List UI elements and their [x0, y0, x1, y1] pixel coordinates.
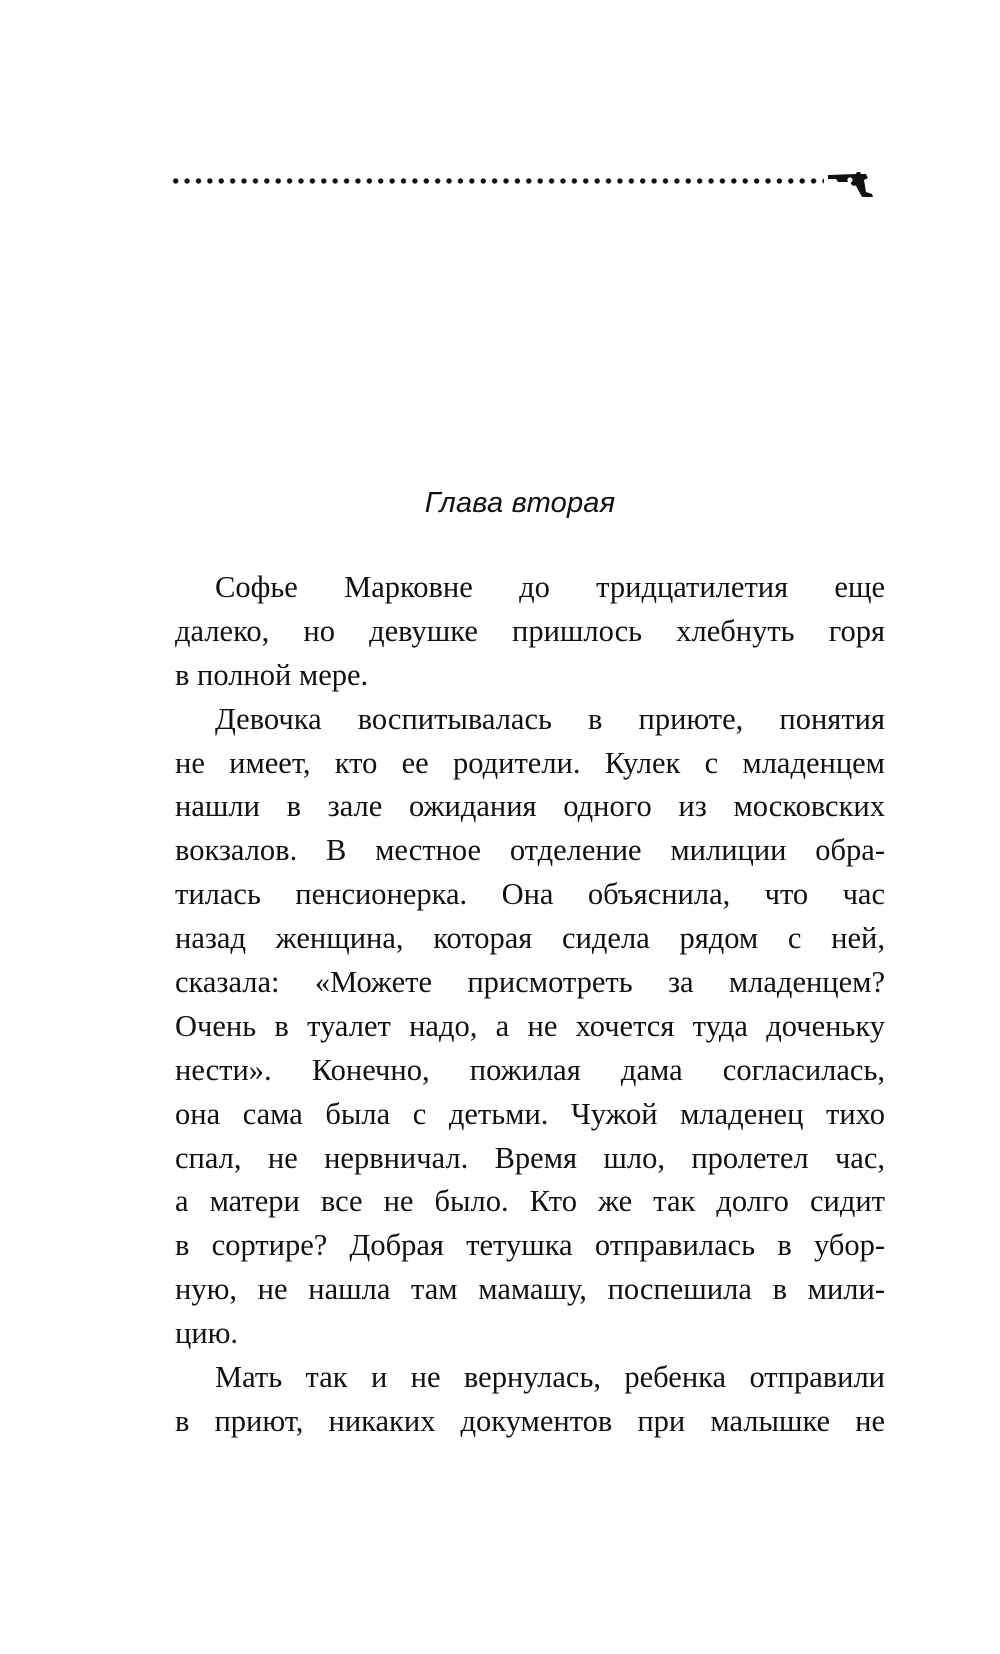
text-line: нашли в зале ожидания одного из московских — [175, 789, 885, 824]
text-line: вокзалов. В местное отделение милиции обра- — [175, 833, 885, 868]
text-line: в полной мере. — [175, 657, 369, 692]
text-line: в приют, никаких документов при малышке не — [175, 1403, 885, 1438]
text-line: нести». Конечно, пожилая дама согласилась, — [175, 1052, 885, 1087]
text-line: а матери все не было. Кто же так долго сидит — [175, 1184, 885, 1219]
text-line: спал, не нервничал. Время шло, пролетел час, — [175, 1140, 885, 1175]
text-line: Девочка воспитывалась в приюте, понятия — [215, 701, 885, 736]
text-line: в сортире? Добрая тетушка отправилась в убор- — [175, 1228, 885, 1263]
chapter-title: Глава вторая — [424, 487, 616, 519]
text-line: далеко, но девушке пришлось хлебнуть горя — [175, 613, 885, 648]
text-line: сказала: «Можете присмотреть за младенцем? — [175, 965, 885, 1000]
text-line: тилась пенсионерка. Она объяснила, что час — [175, 877, 885, 912]
text-line: она сама была с детьми. Чужой младенец тихо — [175, 1096, 885, 1131]
text-line: Очень в туалет надо, а не хочется туда доченьку — [175, 1008, 885, 1043]
text-line: назад женщина, которая сидела рядом с ней, — [175, 921, 885, 956]
running-header-rule — [170, 168, 870, 198]
text-line: Мать так и не вернулась, ребенка отправили — [215, 1360, 885, 1395]
text-line: не имеет, кто ее родители. Кулек с младенцем — [175, 745, 885, 780]
text-line: цию. — [175, 1316, 239, 1351]
revolver-icon — [826, 168, 876, 198]
body-text — [175, 566, 885, 1444]
text-line: Софье Марковне до тридцатилетия еще — [215, 570, 885, 604]
dotted-line — [170, 177, 824, 185]
text-line: ную, не нашла там мамашу, поспешила в мили- — [175, 1272, 885, 1307]
